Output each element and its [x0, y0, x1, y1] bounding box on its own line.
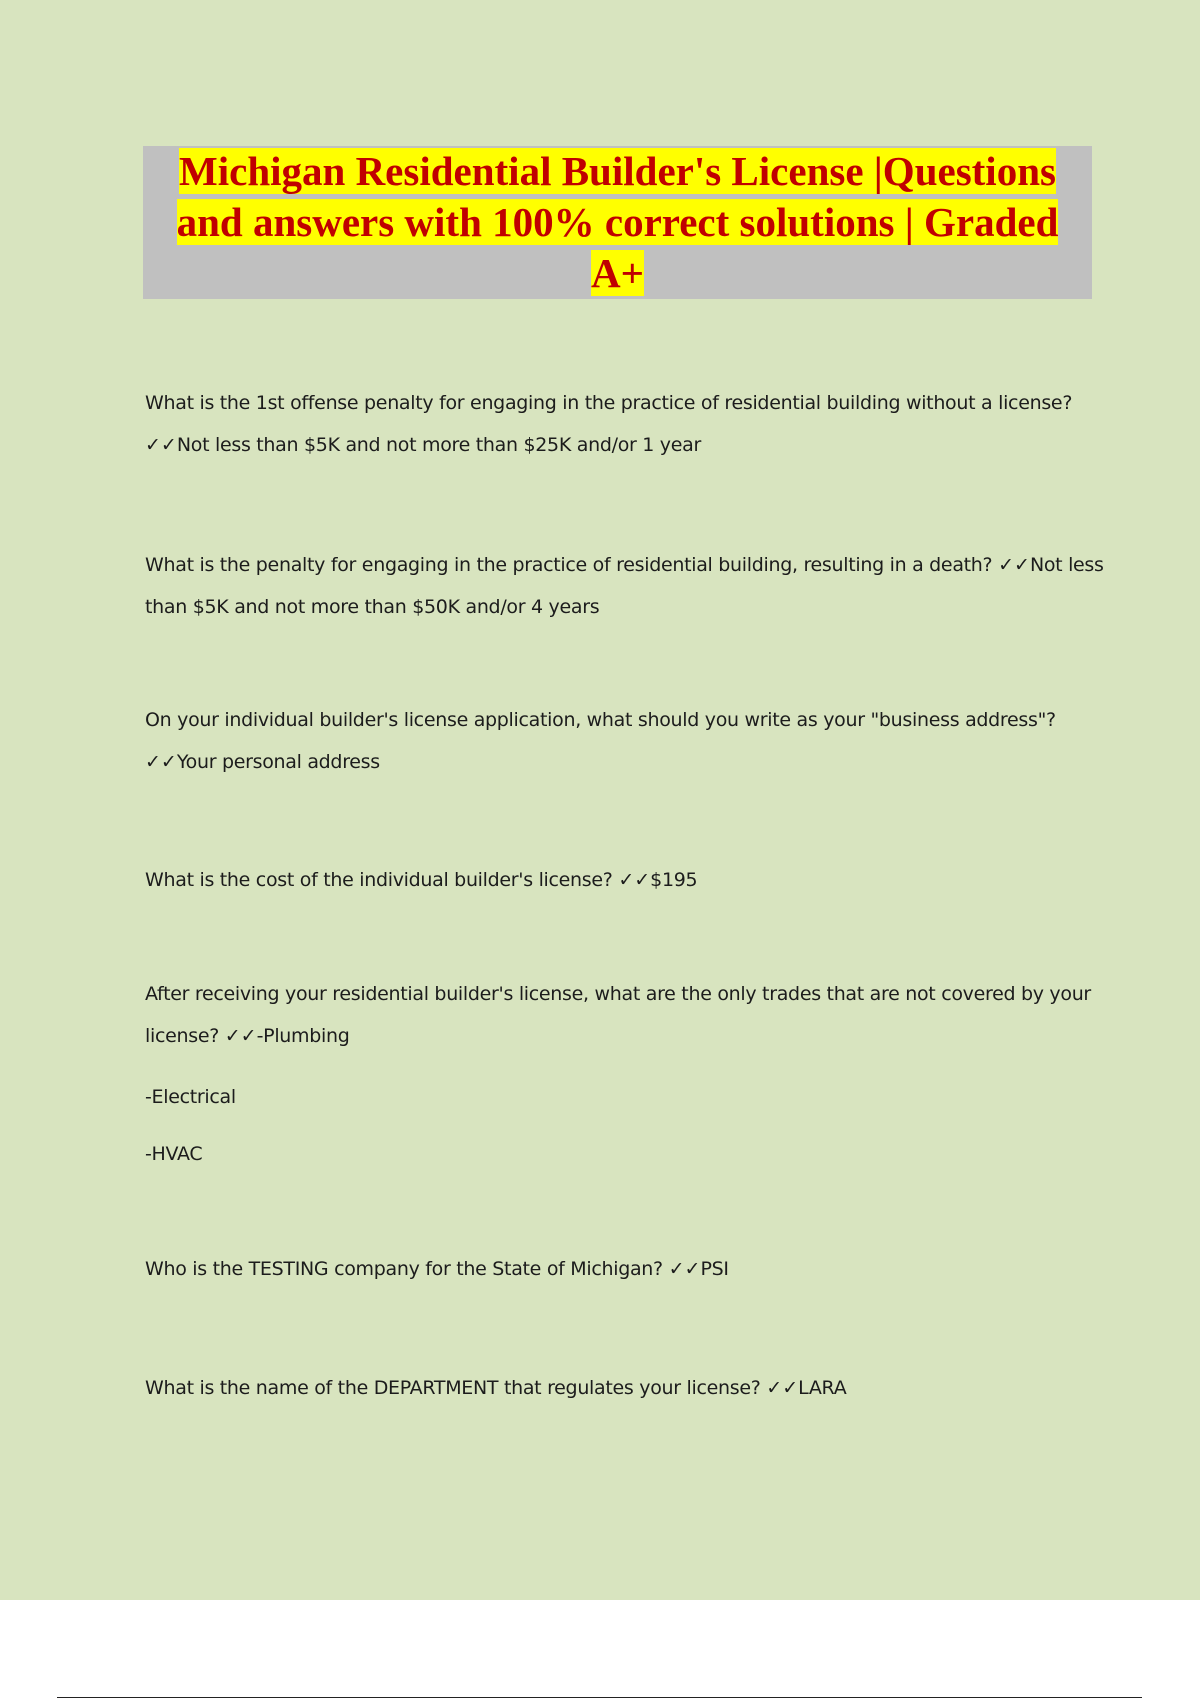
qa-item-5-line-2 — [145, 1076, 1105, 1118]
question-text: What is the 1st offense penalty for engaging in the practice of residential building without a license? — [145, 392, 1073, 414]
document-title-text: Michigan Residential Builder's License |Questions and answers with 100% correct solutions | Graded A+ — [176, 148, 1059, 296]
footer-divider — [57, 1697, 1142, 1698]
answer-text: -Plumbing — [256, 1025, 350, 1047]
question-text: What is the cost of the individual builder's license? — [145, 869, 613, 891]
answer-text: Not less than $5K and not more than $50K and/or 4 years — [145, 554, 1104, 618]
check-mark-icon: ✓✓ — [145, 434, 177, 456]
question-text: What is the penalty for engaging in the practice of residential building, resulting in a death? — [145, 554, 993, 576]
qa-item-6 — [145, 1248, 1105, 1290]
question-text: On your individual builder's license application, what should you write as your "business address"? — [145, 709, 1056, 731]
qa-item-5-line-3 — [145, 1133, 1105, 1175]
check-mark-icon: ✓✓ — [618, 869, 651, 891]
qa-item-1 — [145, 382, 1105, 466]
title-banner — [143, 146, 1092, 299]
check-mark-icon: ✓✓ — [998, 554, 1030, 576]
qa-item-4 — [145, 859, 1105, 901]
answer-text: -Electrical — [145, 1086, 236, 1108]
check-mark-icon: ✓✓ — [224, 1025, 257, 1047]
answer-text: LARA — [798, 1377, 847, 1399]
check-mark-icon: ✓✓ — [766, 1377, 799, 1399]
answer-text: -HVAC — [145, 1143, 203, 1165]
check-mark-icon: ✓✓ — [668, 1258, 701, 1280]
check-mark-icon: ✓✓ — [145, 751, 177, 773]
answer-text: PSI — [700, 1258, 729, 1280]
question-text: Who is the TESTING company for the State of Michigan? — [145, 1258, 663, 1280]
qa-item-5 — [145, 973, 1105, 1057]
qa-item-3 — [145, 699, 1105, 783]
question-text: What is the name of the DEPARTMENT that regulates your license? — [145, 1377, 761, 1399]
answer-text: Not less than $5K and not more than $25K and/or 1 year — [176, 434, 701, 456]
qa-item-2 — [145, 544, 1105, 628]
document-title — [158, 146, 1078, 299]
question-text: After receiving your residential builder's license, what are the only trades that are not covered by your license? — [145, 983, 1091, 1047]
qa-item-7 — [145, 1367, 1105, 1409]
answer-text: Your personal address — [176, 751, 380, 773]
answer-text: $195 — [650, 869, 698, 891]
